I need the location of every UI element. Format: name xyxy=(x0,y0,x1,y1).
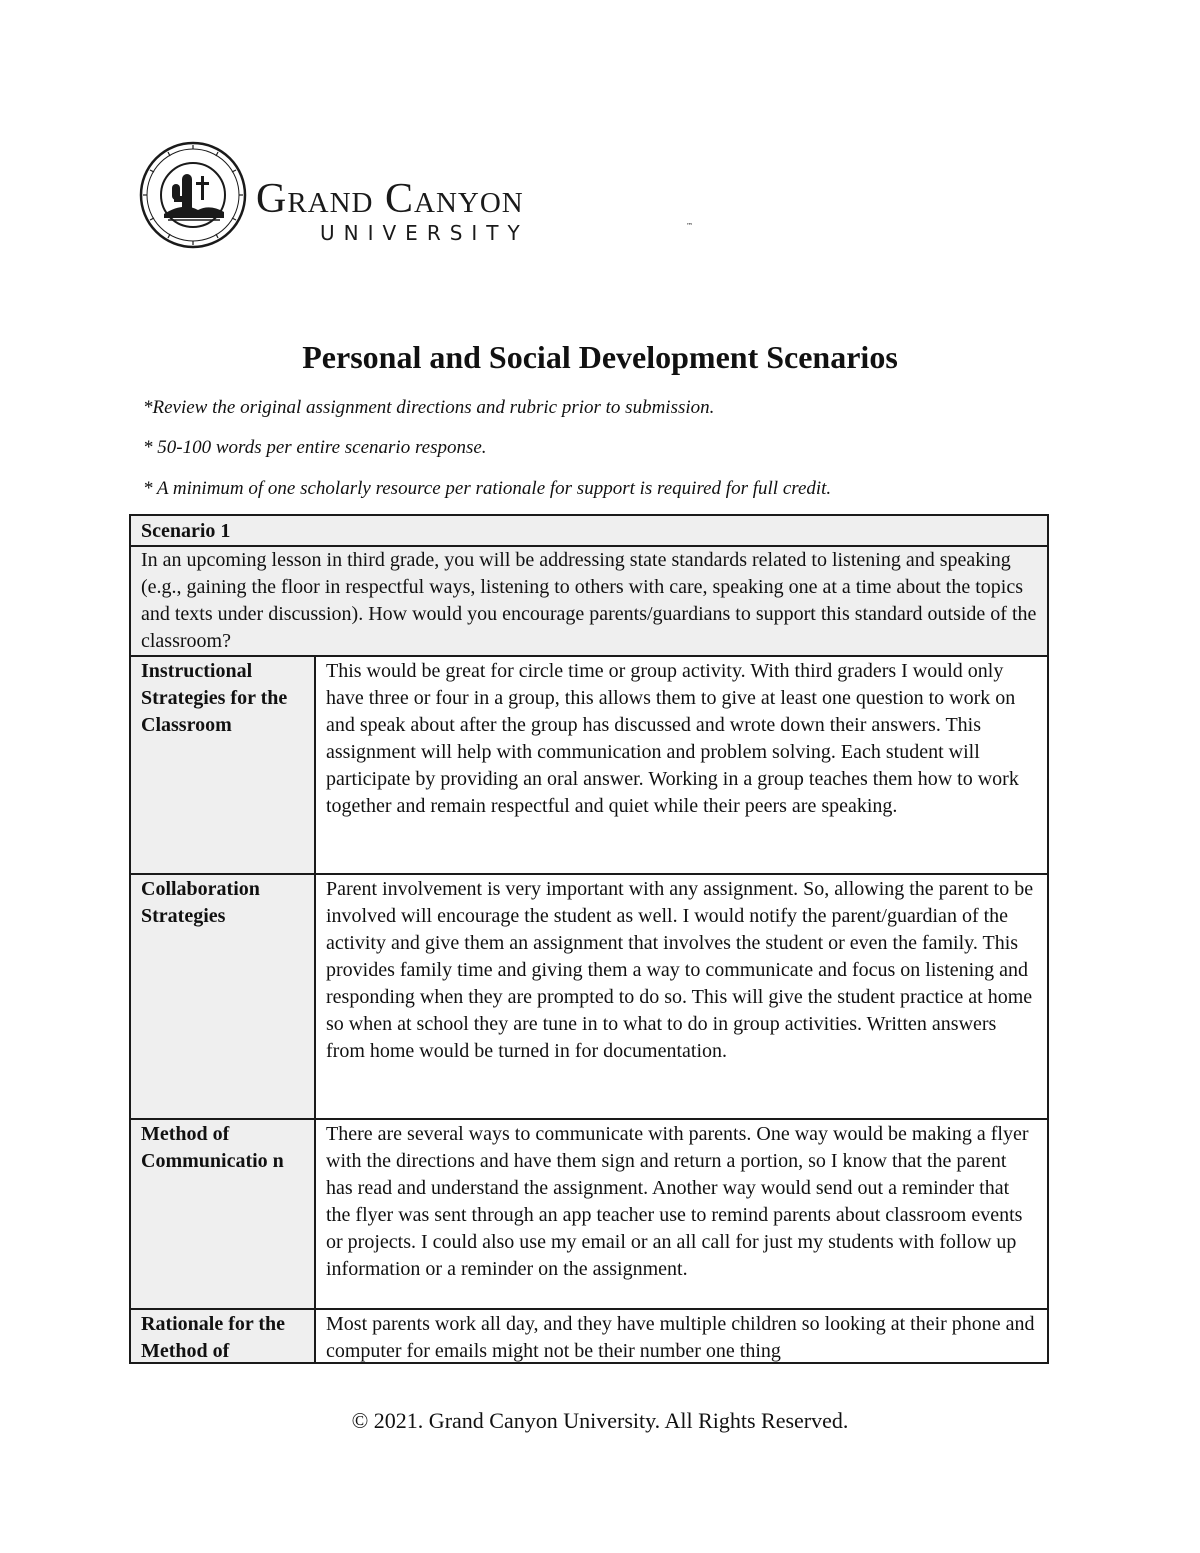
row-response-instructional-strategies: This would be great for circle time or group activity. With third graders I would only have three or four in a group, this allows them to give at least one question to work on and speak about after the group has discussed and wrote down their answers. This assignment will help with communication and problem solving. Each student will participate by providing an oral answer. Working in a group teaches them how to work together and remain respectful and quiet while their peers are speaking. xyxy=(315,656,1048,874)
instruction-note: *Review the original assignment directions and rubric prior to submission. xyxy=(143,397,715,418)
table-row xyxy=(130,1309,1048,1363)
row-label-method-of-communication: Method of Communicatio n xyxy=(130,1119,315,1309)
logo-trademark: ™ xyxy=(686,222,693,230)
instruction-note: * A minimum of one scholarly resource per rationale for support is required for full credit. xyxy=(143,478,832,499)
row-response-rationale-text: Most parents work all day, and they have multiple children so looking at their phone and computer for emails might not be their number one thing xyxy=(326,1313,1035,1362)
scenario-prompt-row xyxy=(130,546,1048,656)
logo-wordmark-university: UNIVERSITY xyxy=(320,221,529,245)
row-label-collaboration-strategies: Collaboration Strategies xyxy=(130,874,315,1119)
row-response-collaboration-strategies: Parent involvement is very important with any assignment. So, allowing the parent to be involved will encourage the student as well. I would notify the parent/guardian of the activity and give them an assignment that involves the student or even the family. This provides family time and giving them a way to communicate and focus on listening and responding when they are prompted to do so. This will give the student practice at home so when at school they are tune in to what to do in group activities. Written answers from home would be turned in for documentation. xyxy=(315,874,1048,1119)
row-label-rationale-text: Rationale for the Method of xyxy=(141,1313,286,1362)
university-seal-icon xyxy=(138,140,248,250)
scenario-prompt: In an upcoming lesson in third grade, you will be addressing state standards related to listening and speaking (e.g., gaining the floor in respectful ways, listening to others with care, speaking one at a time about the topics and texts under discussion). How would you encourage parents/guardians to support this standard outside of the classroom? xyxy=(130,546,1048,656)
scenario-heading-row xyxy=(130,515,1048,546)
logo-wordmark-grand-canyon: Grand Canyon xyxy=(256,176,524,222)
copyright-footer: © 2021. Grand Canyon University. All Rights Reserved. xyxy=(351,1408,849,1433)
row-label-instructional-strategies: Instructional Strategies for the Classroom xyxy=(130,656,315,874)
page-title: Personal and Social Development Scenarios xyxy=(302,339,898,375)
table-row xyxy=(130,656,1048,874)
table-row xyxy=(130,874,1048,1119)
row-response-rationale xyxy=(315,1309,1048,1363)
university-logo xyxy=(138,140,693,250)
table-row xyxy=(130,1119,1048,1309)
scenario-heading: Scenario 1 xyxy=(130,515,1048,546)
instruction-note: * 50-100 words per entire scenario response. xyxy=(143,437,487,458)
row-response-method-of-communication: There are several ways to communicate with parents. One way would be making a flyer with the directions and have them sign and return a portion, so I know that the parent has read and understand the assignment. Another way would send out a reminder that the flyer was sent through an app teacher use to remind parents about classroom events or projects. I could also use my email or an all call for just my students with follow up information or a reminder on the assignment. xyxy=(315,1119,1048,1309)
row-label-rationale xyxy=(130,1309,315,1363)
scenario-table xyxy=(129,514,1049,1364)
